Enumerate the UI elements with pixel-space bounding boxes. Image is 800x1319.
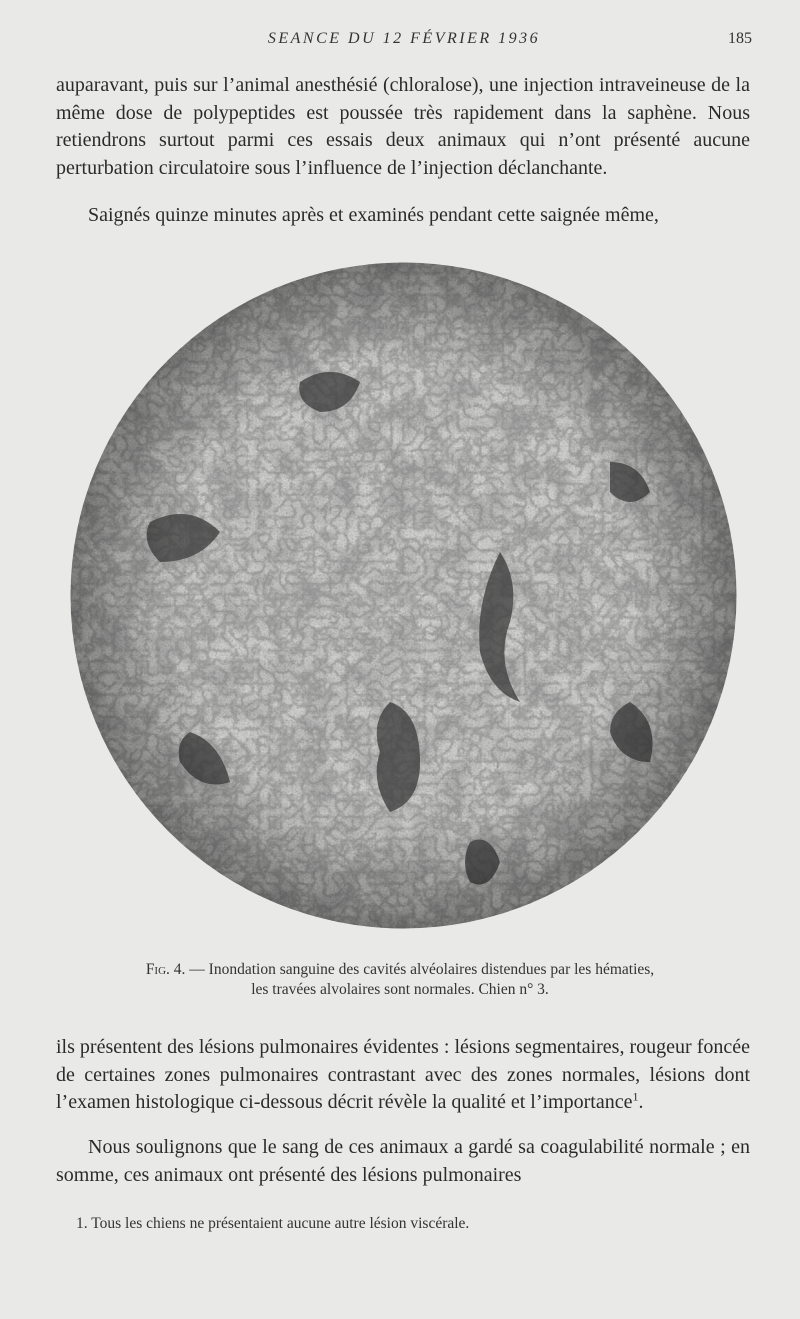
paragraph-3 [56,1034,750,1117]
paragraph-4: Nous soulignons que le sang de ces animaux a gardé sa coagulabilité normale ; en somme, ces animaux ont présenté des lésions pulmonaires [56,1136,750,1186]
footnote: 1. Tous les chiens ne présentaient aucune autre lésion viscérale. [76,1215,470,1232]
figure-micrograph [70,262,737,929]
figure-label: Fig. 4. [145,961,186,978]
footnote-ref: 1 [632,1089,639,1104]
running-head [56,30,752,54]
paragraph-1: auparavant, puis sur l’animal anesthésié (chloralose), une injection intraveineuse de la même dose de polypeptides est poussée très rapidement dans la saphène. Nous retiendrons surtout parmi ces essais deux animaux qui n’ont présenté aucune perturbation circulatoire sous l’influence de l’injection déclanchante. [56,74,750,179]
micrograph-image [70,262,737,929]
running-title: SEANCE DU 12 FÉVRIER 1936 [267,30,541,47]
paragraph-3-text: ils présentent des lésions pulmonaires évidentes : lésions segmentaires, rougeur foncée de certaines zones pulmonaires contrastant avec des zones normales, lésions dont l’examen histologique ci-dessous décrit révèle la qualité et l’importance [56,1036,750,1113]
paragraph-2: Saignés quinze minutes après et examinés pendant cette saignée même, [88,204,659,226]
paragraph-3-end: . [638,1091,644,1113]
caption-line-2: les travées alvolaires sont normales. Chien n° 3. [251,981,549,998]
caption-line-1: — Inondation sanguine des cavités alvéolaires distendues par les hématies, [185,961,655,978]
page-number: 185 [728,30,752,47]
figure-caption [60,960,740,1000]
